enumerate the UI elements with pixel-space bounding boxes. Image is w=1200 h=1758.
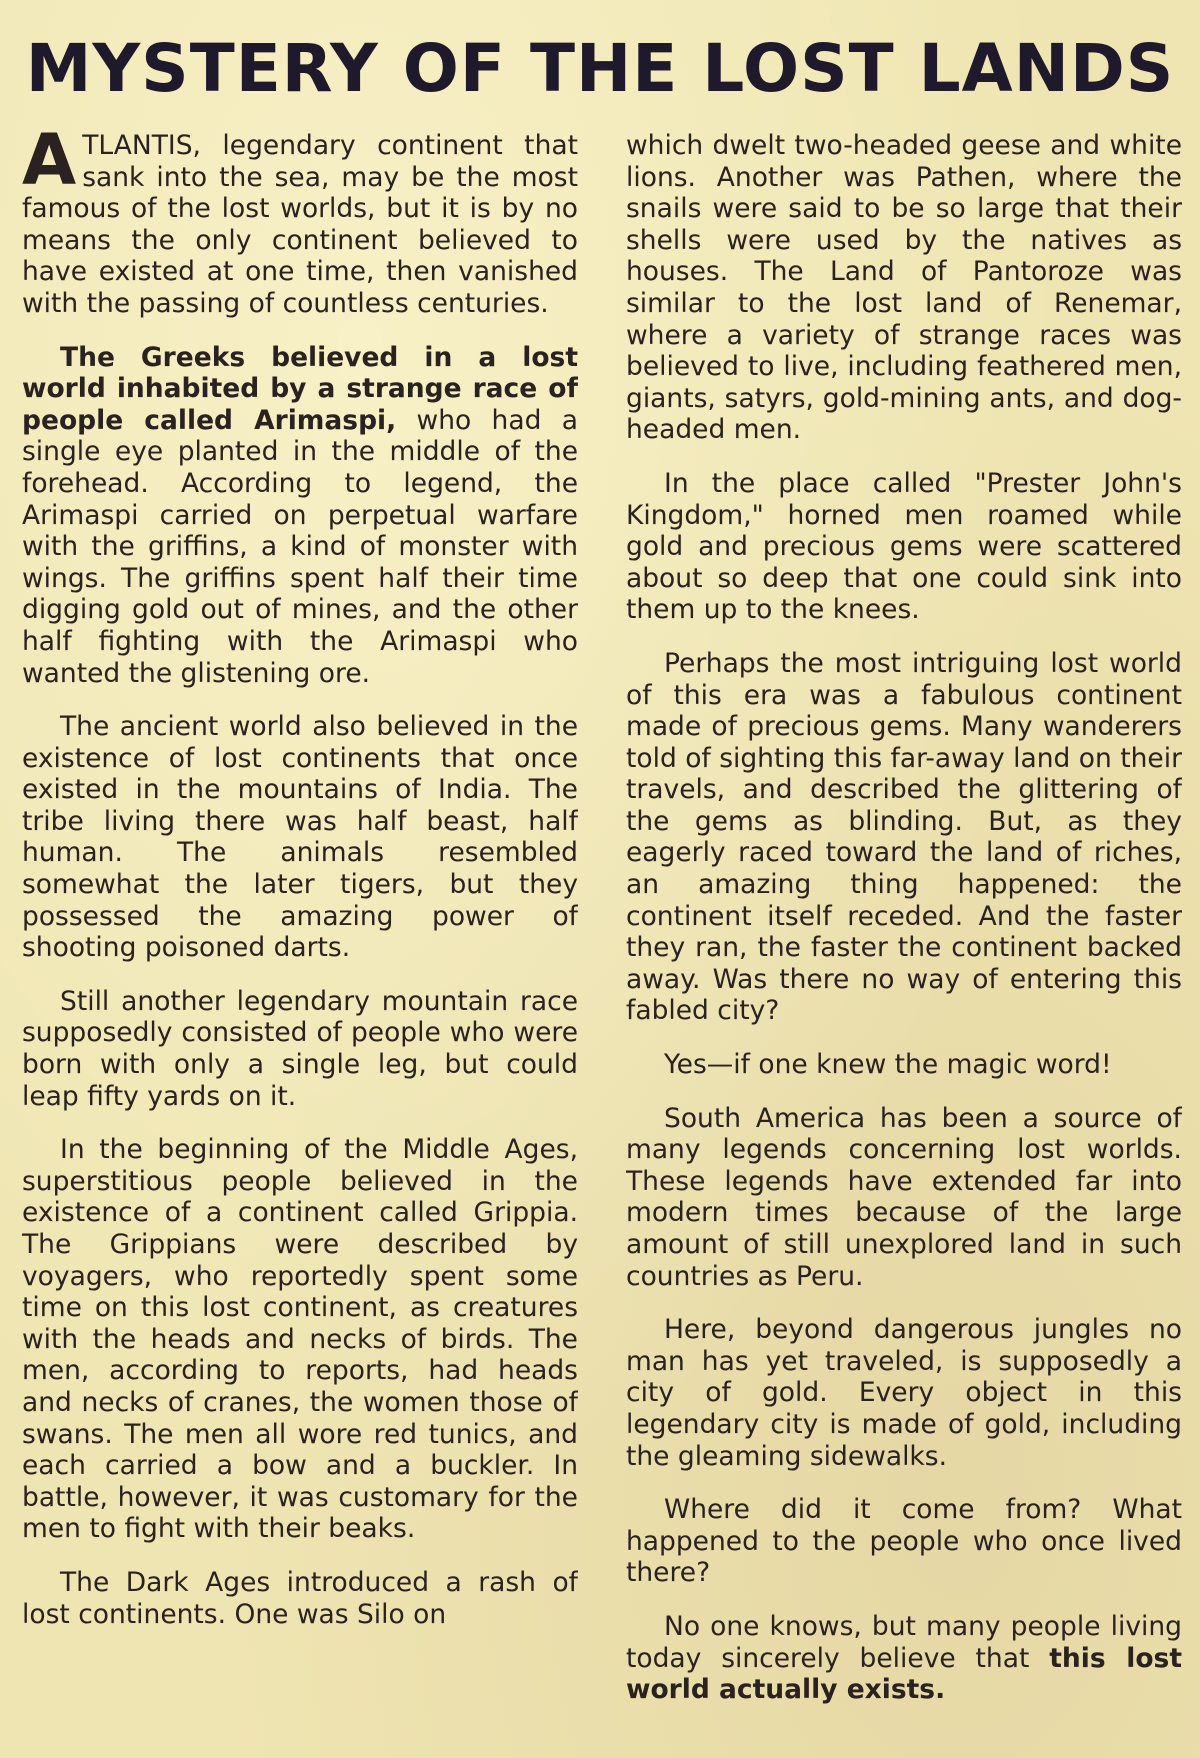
paragraph-south-america: South America has been a source of many legends concerning lost worlds. These legends have extended far into modern times because of the large amount of still unexplored land in such countries as Peru.	[626, 1102, 1182, 1292]
paragraph-conclusion-bold: this lost world actually exists.	[626, 1642, 1182, 1706]
paragraph-conclusion-text: No one knows, but many people living today sincerely believe that	[626, 1610, 1182, 1674]
paragraph-gem-continent: Perhaps the most intriguing lost world of this era was a fabulous continent made of precious gems. Many wanderers told of sighting this far-away land on their travels, and described the glittering of the gems as blinding. But, as they eagerly raced toward the land of riches, an amazing thing happened: the continent itself receded. And the faster they ran, the faster the continent backed away. Was there no way of entering this fabled city?	[626, 647, 1182, 1027]
paragraph-questions: Where did it come from? What happened to the people who once lived there?	[626, 1494, 1182, 1589]
drop-cap: A	[22, 130, 77, 201]
paragraph-atlantis-text: TLANTIS, legendary continent that sank into the sea, may be the most famous of the lost worlds, but it is by no means the only continent believed to have existed at one time, then vanished with the passing of countless centuries.	[22, 130, 578, 319]
paragraph-magic-word: Yes—if one knew the magic word!	[664, 1049, 1112, 1081]
paragraph-single-leg: Still another legendary mountain race supposedly consisted of people who were born with only a single leg, but could leap fifty yards on it.	[22, 985, 578, 1112]
paragraph-conclusion	[626, 1611, 1182, 1706]
article-title: MYSTERY OF THE LOST LANDS	[25, 30, 1175, 107]
paragraph-arimaspi	[22, 342, 578, 690]
left-column	[22, 130, 578, 1740]
paragraph-city-of-gold: Here, beyond dangerous jungles no man has yet traveled, is supposedly a city of gold. Every object in this legendary city is made of gold, including the gleaming sidewalks.	[626, 1314, 1182, 1472]
paragraph-dark-ages: The Dark Ages introduced a rash of lost continents. One was Silo on	[22, 1566, 578, 1630]
paragraph-prester-john: In the place called "Prester John's Kingdom," horned men roamed while gold and precious gems were scattered about so deep that one could sink into them up to the knees.	[626, 467, 1182, 626]
paragraph-atlantis	[22, 130, 578, 320]
paragraph-arimaspi-text: who had a single eye planted in the middle of the forehead. According to legend, the Arimaspi carried on perpetual warfare with the griffins, a kind of monster with wings. The griffins spent half their time digging gold out of mines, and the other half fighting with the Arimaspi who wanted the glistening ore.	[22, 404, 578, 689]
paragraph-india: The ancient world also believed in the existence of lost continents that once existed in the mountains of India. The tribe living there was half beast, half human. The animals resembled somewhat the later tigers, but they possessed the amazing power of shooting poisoned darts.	[22, 711, 578, 964]
paragraph-grippia: In the beginning of the Middle Ages, superstitious people believed in the existence of a continent called Grippia. The Grippians were described by voyagers, who reportedly spent some time on this lost continent, as creatures with the heads and necks of birds. The men, according to reports, had heads and necks of cranes, the women those of swans. The men all wore red tunics, and each carried a bow and a buckler. In battle, however, it was customary for the men to fight with their beaks.	[22, 1134, 578, 1545]
paragraph-silo-continued: which dwelt two-headed geese and white lions. Another was Pathen, where the snails were said to be so large that their shells were used by the natives as houses. The Land of Pantoroze was similar to the lost land of Renemar, where a variety of strange races was believed to live, including feathered men, giants, satyrs, gold-mining ants, and dog-headed men.	[626, 130, 1182, 446]
paragraph-arimaspi-lead: The Greeks believed in a lost world inhabited by a strange race of people called Arimaspi,	[22, 341, 578, 436]
right-column	[626, 130, 1182, 1740]
